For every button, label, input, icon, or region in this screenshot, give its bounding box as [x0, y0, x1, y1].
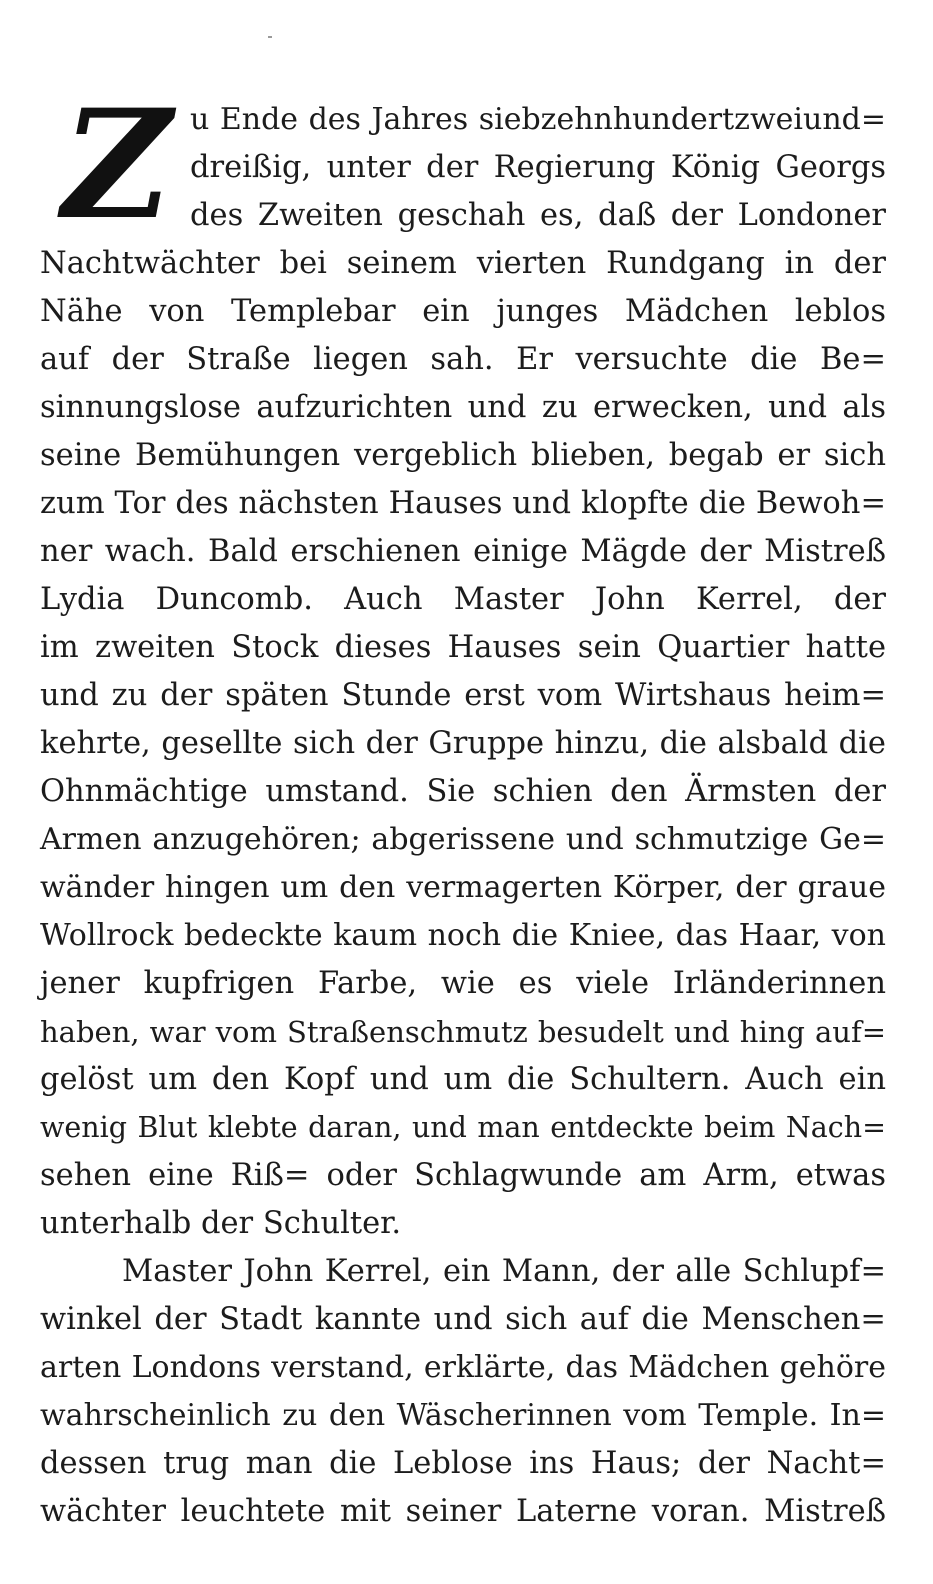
text-line: Master John Kerrel, ein Mann, der alle Schlupf=: [122, 1254, 886, 1289]
text-line: u Ende des Jahres siebzehnhundertzweiund=: [190, 102, 886, 137]
drop-cap-initial: Z: [62, 77, 172, 253]
text-line: wächter leuchtete mit seiner Laterne voran. Mistreß: [40, 1494, 886, 1529]
text-line: und zu der späten Stunde erst vom Wirtshaus heim=: [40, 678, 886, 713]
text-line: arten Londons verstand, erklärte, das Mädchen gehöre: [40, 1350, 886, 1385]
text-line: jener kupfrigen Farbe, wie es viele Irländerinnen: [40, 966, 886, 1001]
text-line: dreißig, unter der Regierung König Georgs: [190, 150, 886, 185]
text-line: wenig Blut klebte daran, und man entdeckte beim Nach=: [40, 1111, 886, 1144]
text-line: gelöst um den Kopf und um die Schultern. Auch ein: [40, 1062, 886, 1097]
text-line: auf der Straße liegen sah. Er versuchte die Be=: [40, 342, 886, 377]
text-line: sinnungslose aufzurichten und zu erwecken, und als: [40, 390, 886, 425]
text-line: unterhalb der Schulter.: [40, 1206, 402, 1241]
text-line: sehen eine Riß= oder Schlagwunde am Arm, etwas: [40, 1158, 886, 1193]
text-line: zum Tor des nächsten Hauses und klopfte die Bewoh=: [40, 486, 886, 521]
text-line: kehrte, gesellte sich der Gruppe hinzu, die alsbald die: [40, 726, 886, 761]
text-line: im zweiten Stock dieses Hauses sein Quartier hatte: [40, 630, 886, 665]
text-line: Ohnmächtige umstand. Sie schien den Ärmsten der: [40, 774, 886, 809]
text-line: ner wach. Bald erschienen einige Mägde der Mistreß: [40, 534, 886, 569]
text-line: Nähe von Templebar ein junges Mädchen leblos: [40, 294, 886, 329]
text-line: Armen anzugehören; abgerissene und schmutzige Ge=: [40, 822, 886, 857]
page-mark: [268, 36, 272, 38]
text-line: Lydia Duncomb. Auch Master John Kerrel, der: [40, 582, 886, 617]
text-line: wänder hingen um den vermagerten Körper, der graue: [40, 870, 886, 905]
text-line: haben, war vom Straßenschmutz besudelt und hing auf=: [40, 1015, 886, 1049]
text-line: winkel der Stadt kannte und sich auf die Menschen=: [40, 1302, 886, 1337]
text-line: dessen trug man die Leblose ins Haus; der Nacht=: [40, 1446, 886, 1481]
text-line: Nachtwächter bei seinem vierten Rundgang in der: [40, 246, 886, 281]
text-line: des Zweiten geschah es, daß der Londoner: [190, 198, 886, 233]
text-line: seine Bemühungen vergeblich blieben, begab er sich: [40, 438, 886, 473]
text-line: Wollrock bedeckte kaum noch die Kniee, das Haar, von: [40, 918, 886, 953]
text-line: wahrscheinlich zu den Wäscherinnen vom Temple. In=: [40, 1398, 886, 1433]
